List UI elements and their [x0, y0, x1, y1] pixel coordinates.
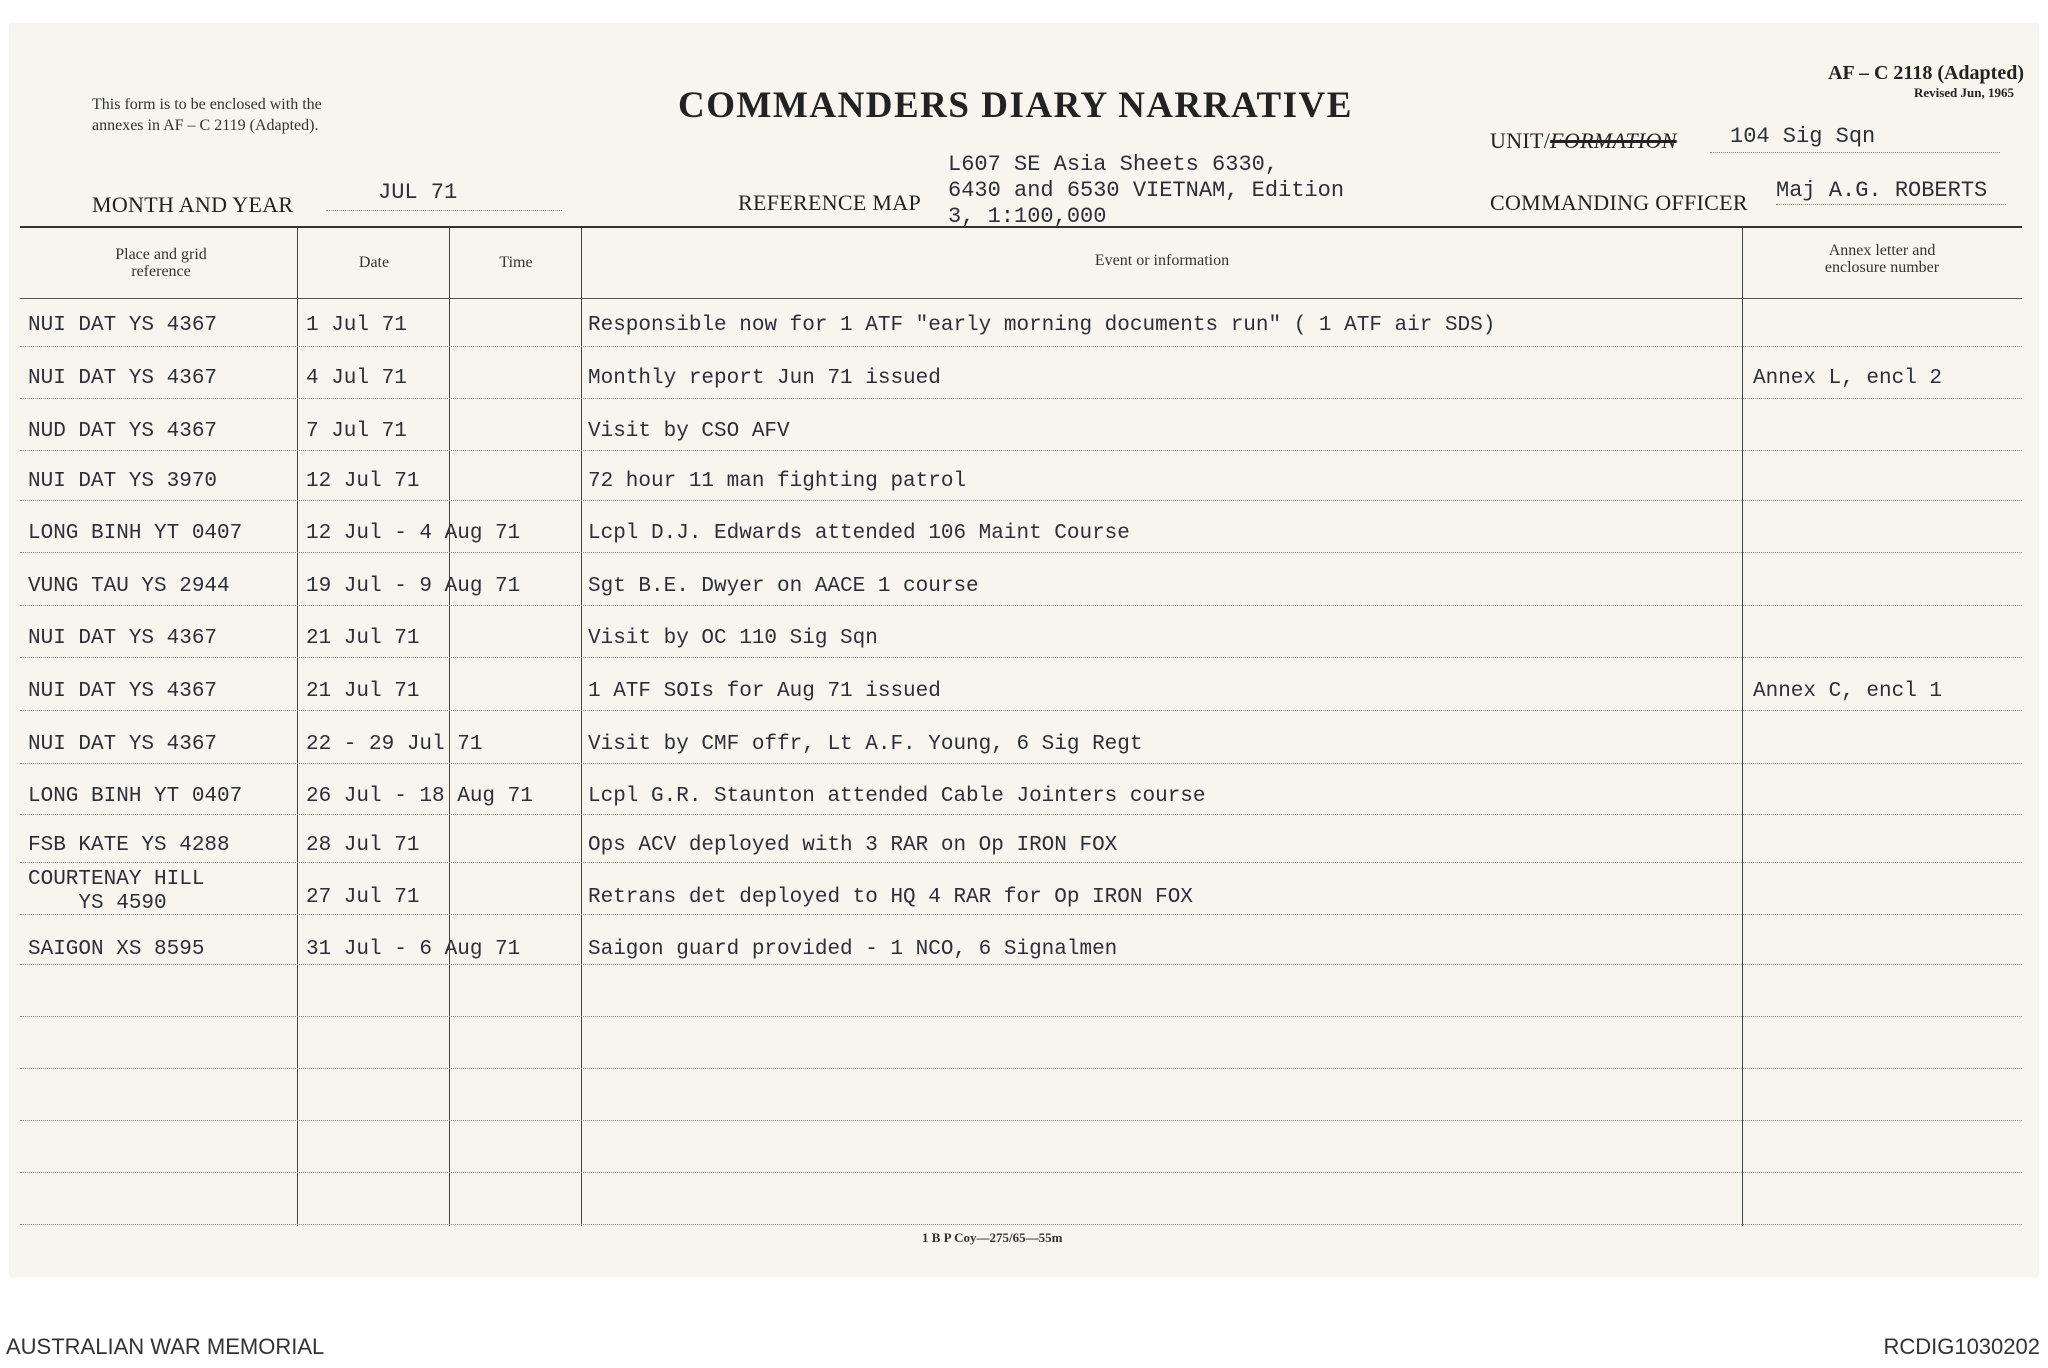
diary-form — [10, 24, 2038, 1276]
row-place: FSB KATE YS 4288 — [28, 834, 230, 857]
row-event: Responsible now for 1 ATF "early morning documents run" ( 1 ATF air SDS) — [588, 314, 1496, 337]
row-date: 12 Jul - 4 Aug 71 — [306, 522, 521, 545]
col-divider-event — [1742, 228, 1743, 1226]
archive-caption: AUSTRALIAN WAR MEMORIAL — [6, 1334, 325, 1359]
unit-value: 104 Sig Sqn — [1730, 124, 1876, 149]
row-place: VUNG TAU YS 2944 — [28, 575, 230, 598]
row-date: 12 Jul 71 — [306, 470, 420, 493]
printer-imprint: 1 B P Coy—275/65—55m — [922, 1230, 1063, 1245]
month-year-value: JUL 71 — [378, 180, 458, 205]
row-annex: Annex C, encl 1 — [1753, 680, 1943, 703]
col-divider-date — [449, 228, 450, 1226]
col-header-date: Date — [358, 254, 390, 271]
table-top-rule — [20, 226, 2022, 228]
revised-date: Revised Jun, 1965 — [1913, 85, 2014, 100]
commanding-officer-value: Maj A.G. ROBERTS — [1776, 178, 1988, 203]
col-header-annex — [1746, 242, 2018, 276]
row-place: NUI DAT YS 4367 — [28, 367, 218, 390]
row-rule — [20, 964, 2022, 965]
row-place: SAIGON XS 8595 — [28, 938, 205, 961]
col-divider-time — [581, 228, 582, 1226]
row-rule — [20, 1120, 2022, 1121]
unit-dotted-line — [1710, 152, 2000, 153]
enclosure-note-line-2: annexes in AF – C 2119 (Adapted). — [92, 117, 319, 134]
enclosure-note-line-1: This form is to be enclosed with the — [92, 96, 322, 113]
reference-map-line-2: 6430 and 6530 VIETNAM, Edition — [948, 178, 1345, 203]
row-date: 19 Jul - 9 Aug 71 — [306, 575, 521, 598]
row-place: LONG BINH YT 0407 — [28, 522, 243, 545]
col-divider-place — [297, 228, 298, 1226]
row-event: 1 ATF SOIs for Aug 71 issued — [588, 680, 941, 703]
reference-map-value — [948, 152, 1344, 230]
row-rule — [20, 450, 2022, 451]
row-place: NUI DAT YS 4367 — [28, 733, 218, 756]
row-date: 22 - 29 Jul 71 — [306, 733, 483, 756]
form-title: COMMANDERS DIARY NARRATIVE — [678, 85, 1353, 126]
col-header-event: Event or information — [1094, 252, 1230, 269]
row-place: COURTENAY HILL YS 4590 — [28, 868, 205, 915]
row-event: Lcpl G.R. Staunton attended Cable Jointers course — [588, 785, 1206, 808]
row-place: LONG BINH YT 0407 — [28, 785, 243, 808]
col-header-time: Time — [499, 254, 533, 271]
form-number: AF – C 2118 (Adapted) — [1828, 62, 2024, 84]
row-rule — [20, 1068, 2022, 1069]
row-rule — [20, 1224, 2022, 1225]
row-rule — [20, 657, 2022, 658]
row-date: 28 Jul 71 — [306, 834, 420, 857]
row-place: NUI DAT YS 4367 — [28, 314, 218, 337]
unit-label-text: UNIT/ — [1490, 128, 1551, 153]
row-rule — [20, 862, 2022, 863]
row-rule — [20, 814, 2022, 815]
row-event: Visit by OC 110 Sig Sqn — [588, 627, 878, 650]
co-dotted-line — [1776, 204, 2006, 205]
row-place: NUI DAT YS 4367 — [28, 627, 218, 650]
archive-reference: RCDIG1030202 — [1883, 1334, 2040, 1359]
col-header-annex-line-1: Annex letter and — [1828, 242, 1936, 259]
row-place: NUI DAT YS 4367 — [28, 680, 218, 703]
month-year-label: MONTH AND YEAR — [92, 192, 294, 217]
row-date: 21 Jul 71 — [306, 627, 420, 650]
enclosure-note — [92, 94, 322, 136]
row-date: 27 Jul 71 — [306, 886, 420, 909]
table-header-rule — [20, 298, 2022, 299]
row-rule — [20, 763, 2022, 764]
reference-map-label: REFERENCE MAP — [738, 190, 921, 215]
reference-map-line-1: L607 SE Asia Sheets 6330, — [948, 152, 1279, 177]
commanding-officer-label: COMMANDING OFFICER — [1490, 190, 1748, 215]
row-place: NUI DAT YS 3970 — [28, 470, 218, 493]
reference-map-line-3: 3, 1:100,000 — [948, 204, 1107, 229]
row-rule — [20, 398, 2022, 399]
row-event: 72 hour 11 man fighting patrol — [588, 470, 967, 493]
row-date: 26 Jul - 18 Aug 71 — [306, 785, 533, 808]
row-date: 31 Jul - 6 Aug 71 — [306, 938, 521, 961]
row-event: Visit by CMF offr, Lt A.F. Young, 6 Sig Regt — [588, 733, 1143, 756]
col-header-place-line-2: reference — [131, 263, 191, 280]
row-rule — [20, 500, 2022, 501]
month-dotted-line — [326, 210, 562, 211]
col-header-annex-line-2: enclosure number — [1824, 259, 1940, 276]
row-date: 4 Jul 71 — [306, 367, 407, 390]
row-event: Visit by CSO AFV — [588, 420, 790, 443]
row-rule — [20, 552, 2022, 553]
row-rule — [20, 605, 2022, 606]
row-date: 21 Jul 71 — [306, 680, 420, 703]
row-rule — [20, 346, 2022, 347]
row-event: Ops ACV deployed with 3 RAR on Op IRON FOX — [588, 834, 1118, 857]
row-event: Monthly report Jun 71 issued — [588, 367, 941, 390]
row-event: Saigon guard provided - 1 NCO, 6 Signalmen — [588, 938, 1118, 961]
row-date: 7 Jul 71 — [306, 420, 407, 443]
row-rule — [20, 1016, 2022, 1017]
form-number-block — [1780, 62, 2024, 101]
row-event: Sgt B.E. Dwyer on AACE 1 course — [588, 575, 979, 598]
formation-struck-label: FORMATION — [1550, 128, 1677, 153]
col-header-place-line-1: Place and grid — [115, 246, 207, 263]
row-event: Lcpl D.J. Edwards attended 106 Maint Course — [588, 522, 1130, 545]
row-event: Retrans det deployed to HQ 4 RAR for Op IRON FOX — [588, 886, 1193, 909]
col-header-place — [30, 246, 292, 280]
row-annex: Annex L, encl 2 — [1753, 367, 1943, 390]
row-rule — [20, 914, 2022, 915]
row-place: NUD DAT YS 4367 — [28, 420, 218, 443]
row-rule — [20, 710, 2022, 711]
row-rule — [20, 1172, 2022, 1173]
row-date: 1 Jul 71 — [306, 314, 407, 337]
unit-label — [1490, 128, 1677, 154]
